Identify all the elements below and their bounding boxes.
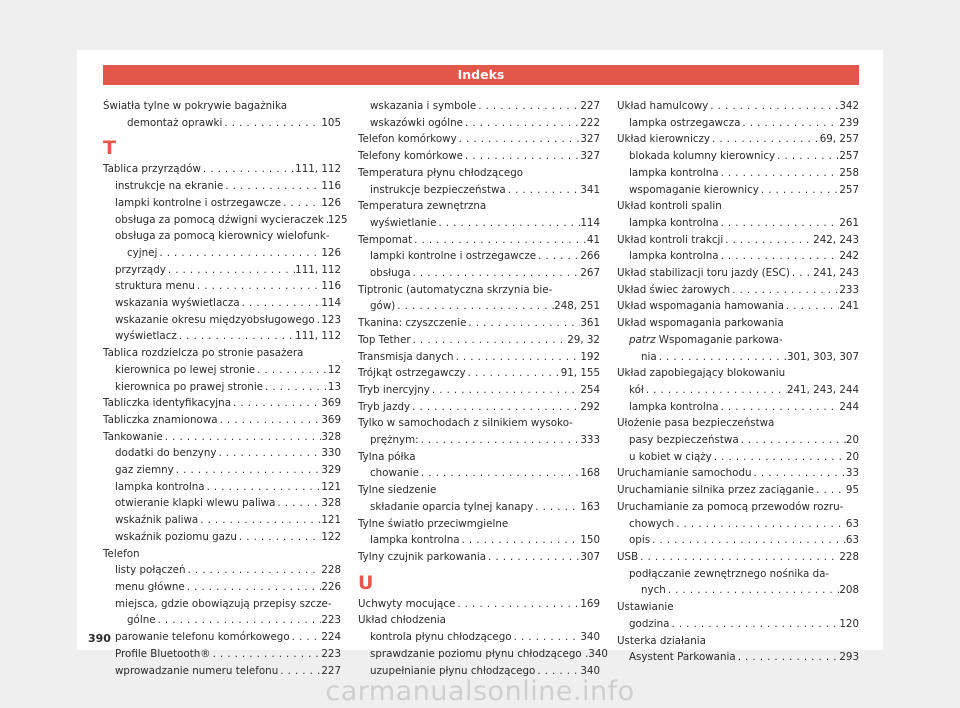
- index-entry: lampka kontrolna . . . 242: [617, 248, 859, 265]
- index-entry: blokada kolumny kierownicy . . . 257: [617, 148, 859, 165]
- index-entry: cyjnej . . . 126: [103, 245, 341, 262]
- index-entry: Trójkąt ostrzegawczy . . . 91, 155: [358, 365, 600, 382]
- index-entry: demontaż oprawki . . . 105: [103, 115, 341, 132]
- page-background-right: [883, 0, 960, 708]
- index-entry: pasy bezpieczeństwa . . . 20: [617, 432, 859, 449]
- index-entry: dodatki do benzyny . . . 330: [103, 445, 341, 462]
- index-entry: Tylko w samochodach z silnikiem wysoko-: [358, 417, 573, 430]
- index-entry: Transmisja danych . . . 192: [358, 349, 600, 366]
- index-entry: kół . . . 241, 243, 244: [617, 382, 859, 399]
- index-entry: kontrola płynu chłodzącego . . . 340: [358, 629, 600, 646]
- index-entry: Usterka działania: [617, 634, 706, 647]
- index-letter-heading: T: [103, 137, 116, 160]
- index-entry: Ułożenie pasa bezpieczeństwa: [617, 417, 775, 430]
- index-entry: Telefon: [103, 547, 140, 560]
- index-entry: miejsca, gdzie obowiązują przepisy szcze-: [115, 597, 332, 610]
- index-entry: Układ wspomagania hamowania . . . 241: [617, 298, 859, 315]
- index-entry: opis . . . 63: [617, 532, 859, 549]
- index-entry: instrukcje bezpieczeństwa . . . 341: [358, 182, 600, 199]
- page-background-left: [0, 0, 77, 708]
- index-column-2: [358, 98, 608, 679]
- index-entry: wyświetlanie . . . 114: [358, 215, 600, 232]
- index-entry: Tkanina: czyszczenie . . . 361: [358, 315, 600, 332]
- index-entry: Tankowanie . . . 328: [103, 429, 341, 446]
- index-entry: Tylne siedzenie: [358, 484, 437, 497]
- index-entry: instrukcje na ekranie . . . 116: [103, 178, 341, 195]
- index-entry: wyświetlacz . . . 111, 112: [103, 328, 341, 345]
- index-entry: u kobiet w ciąży . . . 20: [617, 449, 859, 466]
- index-entry: Uruchamianie silnika przez zaciąganie . . . 95: [617, 482, 859, 499]
- index-entry: Układ kontroli trakcji . . . 242, 243: [617, 232, 859, 249]
- index-entry: nych . . . 208: [617, 582, 859, 599]
- index-entry: nia . . . 301, 303, 307: [617, 349, 859, 366]
- index-entry: Tablica przyrządów . . . 111, 112: [103, 161, 341, 178]
- index-entry: Tablica rozdzielcza po stronie pasażera: [103, 347, 304, 360]
- index-entry: Układ hamulcowy . . . 342: [617, 98, 859, 115]
- index-entry: lampka kontrolna . . . 258: [617, 165, 859, 182]
- index-entry: lampka ostrzegawcza . . . 239: [617, 115, 859, 132]
- index-entry: Temperatura płynu chłodzącego: [358, 166, 524, 179]
- index-entry: Układ wspomagania parkowania: [617, 317, 784, 330]
- index-entry: struktura menu . . . 116: [103, 278, 341, 295]
- index-entry: obsługa za pomocą kierownicy wielofunk-: [115, 230, 330, 243]
- index-entry: Tylny czujnik parkowania . . . 307: [358, 549, 600, 566]
- index-entry: menu główne . . . 226: [103, 579, 341, 596]
- index-entry: Telefony komórkowe . . . 327: [358, 148, 600, 165]
- index-entry: Tiptronic (automatyczna skrzynia bie-: [358, 283, 553, 296]
- index-entry: Układ zapobiegający blokowaniu: [617, 367, 786, 380]
- index-entry: Światła tylne w pokrywie bagażnika: [103, 100, 288, 112]
- index-entry: parowanie telefonu komórkowego . . . 224: [103, 629, 341, 646]
- page-background-top: [0, 0, 960, 50]
- index-entry: Tempomat . . . 41: [358, 232, 600, 249]
- page-number: 390: [88, 632, 111, 645]
- index-entry: chowych . . . 63: [617, 516, 859, 533]
- index-entry: Uruchamianie samochodu . . . 33: [617, 465, 859, 482]
- index-entry: Tryb jazdy . . . 292: [358, 399, 600, 416]
- index-header-banner: Indeks: [103, 65, 859, 85]
- index-entry: lampka kontrolna . . . 150: [358, 532, 600, 549]
- index-entry: lampki kontrolne i ostrzegawcze . . . 266: [358, 248, 600, 265]
- index-entry: lampka kontrolna . . . 121: [103, 479, 341, 496]
- index-entry: Ustawianie: [617, 601, 674, 614]
- index-entry: wskazania wyświetlacza . . . 114: [103, 295, 341, 312]
- index-entry: Temperatura zewnętrzna: [358, 200, 487, 213]
- index-entry: lampka kontrolna . . . 244: [617, 399, 859, 416]
- index-entry: Tabliczka identyfikacyjna . . . 369: [103, 395, 341, 412]
- index-entry: Top Tether . . . 29, 32: [358, 332, 600, 349]
- index-entry: kierownica po lewej stronie . . . 12: [103, 362, 341, 379]
- index-entry: Tylne światło przeciwmgielne: [358, 517, 509, 530]
- watermark: carmanualsonline.info: [325, 676, 635, 707]
- index-entry: obsługa . . . 267: [358, 265, 600, 282]
- index-entry: chowanie . . . 168: [358, 465, 600, 482]
- index-entry: kierownica po prawej stronie . . . 13: [103, 379, 341, 396]
- index-entry: gaz ziemny . . . 329: [103, 462, 341, 479]
- index-entry: obsługa za pomocą dźwigni wycieraczek . . . 125: [103, 212, 341, 229]
- index-entry: Układ kontroli spalin: [617, 200, 722, 213]
- index-entry: przyrządy . . . 111, 112: [103, 262, 341, 279]
- index-entry: listy połączeń . . . 228: [103, 562, 341, 579]
- index-entry: Układ stabilizacji toru jazdy (ESC) . . . 241, 243: [617, 265, 859, 282]
- index-column-3: [617, 98, 859, 666]
- index-entry: Uruchamianie za pomocą przewodów rozru-: [617, 500, 844, 513]
- index-entry: wskazówki ogólne . . . 222: [358, 115, 600, 132]
- index-entry: Układ chłodzenia: [358, 614, 446, 627]
- index-entry: wskaźnik paliwa . . . 121: [103, 512, 341, 529]
- see-reference: patrz: [629, 333, 656, 346]
- index-entry: USB . . . 228: [617, 549, 859, 566]
- index-entry: wprowadzanie numeru telefonu . . . 227: [103, 663, 341, 680]
- index-entry: otwieranie klapki wlewu paliwa . . . 328: [103, 495, 341, 512]
- index-entry: sprawdzanie poziomu płynu chłodzącego . 340: [370, 647, 608, 660]
- index-letter-heading: U: [358, 571, 374, 594]
- index-entry: lampki kontrolne i ostrzegawcze . . . 126: [103, 195, 341, 212]
- index-entry: uzupełnianie płynu chłodzącego . . . 340: [358, 663, 600, 680]
- index-entry: Tabliczka znamionowa . . . 369: [103, 412, 341, 429]
- index-entry: Tylna półka: [358, 450, 416, 463]
- index-entry: wskaźnik poziomu gazu . . . 122: [103, 529, 341, 546]
- index-entry: wskazania i symbole . . . 227: [358, 98, 600, 115]
- index-entry: Uchwyty mocujące . . . 169: [358, 596, 600, 613]
- index-entry: Tryb inercyjny . . . 254: [358, 382, 600, 399]
- index-entry: Asystent Parkowania . . . 293: [617, 649, 859, 666]
- index-entry: gów) . . . 248, 251: [358, 298, 600, 315]
- index-entry: lampka kontrolna . . . 261: [617, 215, 859, 232]
- index-entry: wskazanie okresu międzyobsługowego . . . 123: [103, 312, 341, 329]
- index-entry: Profile Bluetooth® . . . 223: [103, 646, 341, 663]
- index-entry: podłączanie zewnętrznego nośnika da-: [629, 567, 830, 580]
- index-entry: Układ świec żarowych . . . 233: [617, 282, 859, 299]
- index-entry: składanie oparcia tylnej kanapy . . . 163: [358, 499, 600, 516]
- index-entry: patrz Wspomaganie parkowa-: [629, 333, 783, 346]
- index-column-1: [103, 98, 348, 679]
- index-entry: Układ kierowniczy . . . 69, 257: [617, 131, 859, 148]
- index-entry: godzina . . . 120: [617, 616, 859, 633]
- index-entry: prężnym: . . . 333: [358, 432, 600, 449]
- index-entry: Telefon komórkowy . . . 327: [358, 131, 600, 148]
- index-entry: wspomaganie kierownicy . . . 257: [617, 182, 859, 199]
- index-entry: gólne . . . 223: [103, 612, 341, 629]
